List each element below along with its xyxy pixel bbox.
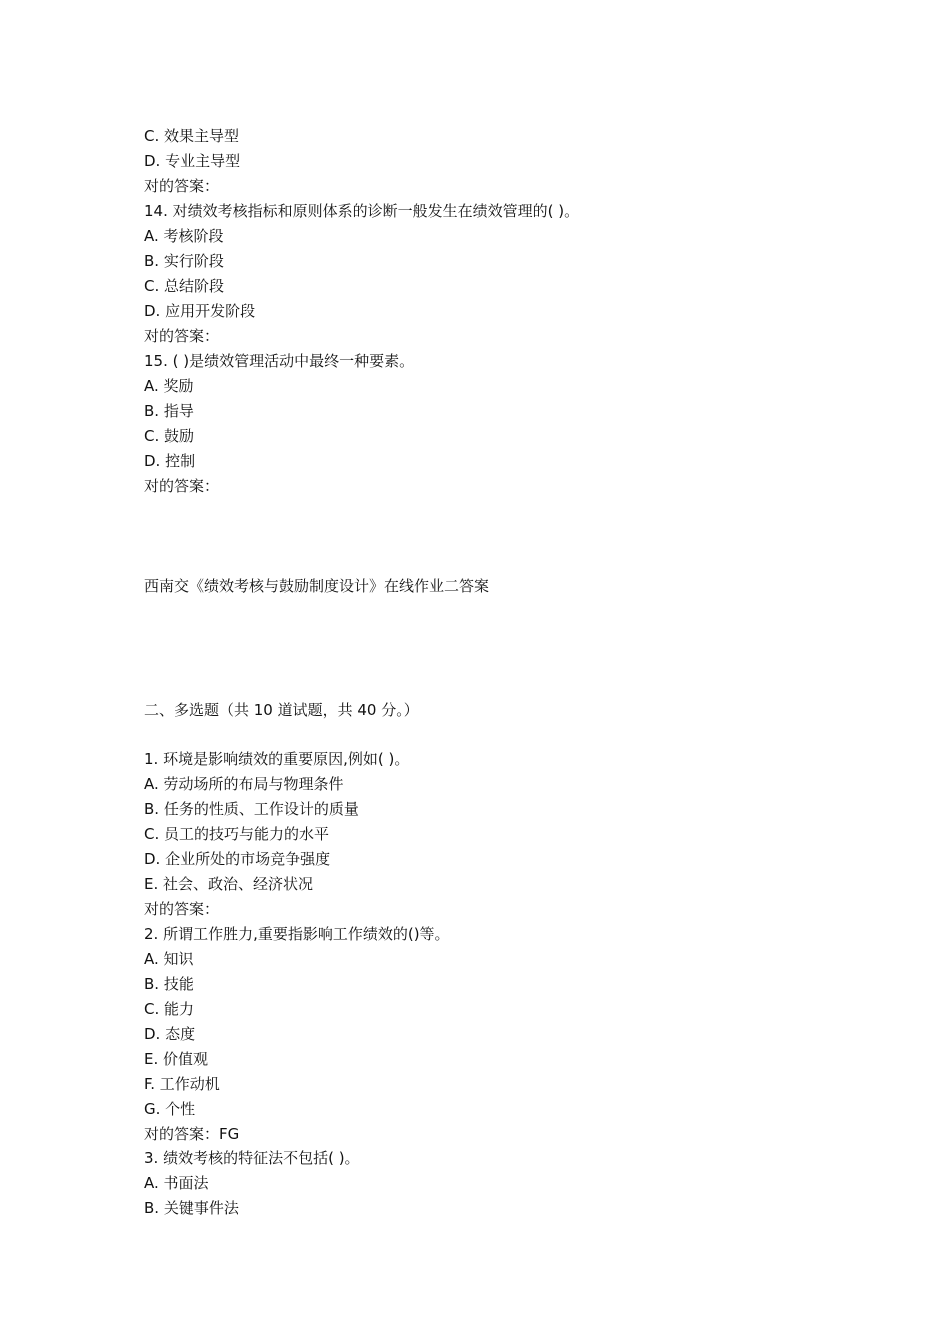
- answer-label: 对的答案：: [144, 177, 220, 195]
- q14-option-b: B. 实行阶段: [144, 252, 224, 270]
- option-c-effect-led: C. 效果主导型: [144, 127, 240, 145]
- q15-option-b: B. 指导: [144, 402, 194, 420]
- section-heading-multiple-choice: 二、多选题（共 10 道试题，共 40 分。）: [144, 701, 419, 719]
- question-15: 15. ( )是绩效管理活动中最终一种要素。: [144, 352, 415, 370]
- q15-option-d: D. 控制: [144, 452, 196, 470]
- q14-option-a: A. 考核阶段: [144, 227, 224, 245]
- q2-option-e: E. 价值观: [144, 1050, 209, 1068]
- q14-option-c: C. 总结阶段: [144, 277, 225, 295]
- q2-option-b: B. 技能: [144, 975, 194, 993]
- q15-option-a: A. 奖励: [144, 377, 194, 395]
- q2-option-g: G. 个性: [144, 1100, 196, 1118]
- q1-option-b: B. 任务的性质、工作设计的质量: [144, 800, 359, 818]
- q14-option-d: D. 应用开发阶段: [144, 302, 256, 320]
- question-3: 3. 绩效考核的特征法不包括( )。: [144, 1149, 360, 1167]
- q1-option-e: E. 社会、政治、经济状况: [144, 875, 314, 893]
- question-14: 14. 对绩效考核指标和原则体系的诊断一般发生在绩效管理的( )。: [144, 202, 580, 220]
- q1-answer-label: 对的答案：: [144, 900, 220, 918]
- q3-option-b: B. 关键事件法: [144, 1199, 239, 1217]
- q15-option-c: C. 鼓励: [144, 427, 195, 445]
- q2-option-d: D. 态度: [144, 1025, 196, 1043]
- document-title: 西南交《绩效考核与鼓励制度设计》在线作业二答案: [144, 577, 490, 595]
- q14-answer-label: 对的答案：: [144, 327, 220, 345]
- q2-option-a: A. 知识: [144, 950, 194, 968]
- q2-option-f: F. 工作动机: [144, 1075, 220, 1093]
- option-d-profession-led: D. 专业主导型: [144, 152, 241, 170]
- q1-option-d: D. 企业所处的市场竞争强度: [144, 850, 331, 868]
- q1-option-a: A. 劳动场所的布局与物理条件: [144, 775, 344, 793]
- q15-answer-label: 对的答案：: [144, 477, 220, 495]
- q2-answer: 对的答案：FG: [144, 1125, 240, 1143]
- q2-option-c: C. 能力: [144, 1000, 195, 1018]
- question-2: 2. 所谓工作胜力,重要指影响工作绩效的()等。: [144, 925, 450, 943]
- q3-option-a: A. 书面法: [144, 1174, 209, 1192]
- q1-option-c: C. 员工的技巧与能力的水平: [144, 825, 330, 843]
- question-1: 1. 环境是影响绩效的重要原因,例如( )。: [144, 750, 410, 768]
